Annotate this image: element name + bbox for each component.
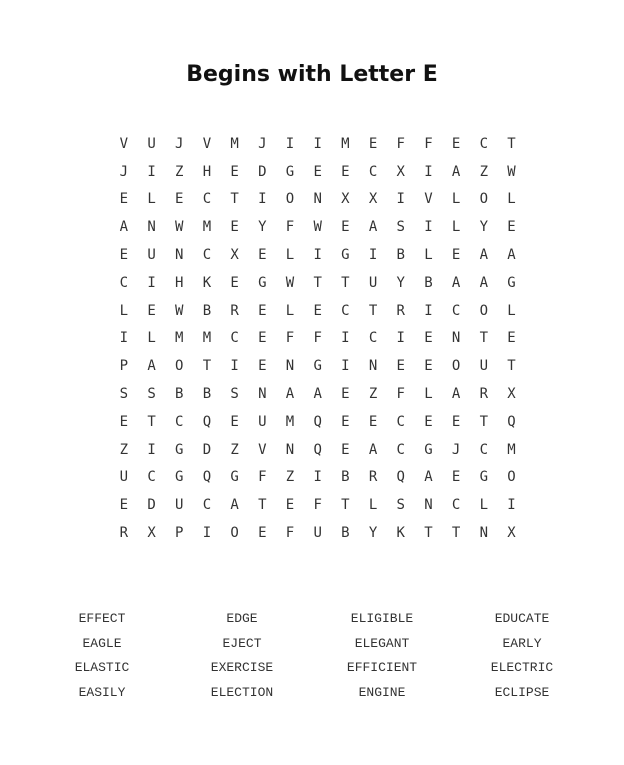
- grid-cell: F: [258, 469, 267, 486]
- grid-cell: V: [258, 441, 267, 458]
- grid-cell: Q: [313, 413, 322, 430]
- grid-cell: I: [147, 274, 156, 291]
- grid-cell: F: [285, 330, 295, 347]
- grid-cell: S: [396, 497, 405, 514]
- grid-cell: A: [451, 163, 461, 180]
- grid-cell: F: [285, 525, 295, 542]
- grid-cell: A: [479, 247, 488, 264]
- grid-cell: E: [258, 302, 267, 319]
- grid-cell: E: [451, 469, 461, 486]
- grid-cell: L: [451, 191, 461, 208]
- grid-cell: E: [230, 163, 239, 180]
- grid-cell: B: [341, 469, 350, 486]
- grid-row: [110, 241, 525, 269]
- grid-cell: D: [202, 441, 212, 458]
- grid-cell: N: [313, 191, 322, 208]
- grid-cell: C: [451, 497, 461, 514]
- grid-cell: E: [424, 358, 433, 375]
- page-title: Begins with Letter E: [186, 62, 438, 87]
- grid-cell: F: [396, 135, 405, 152]
- grid-row: [110, 464, 525, 492]
- grid-cell: C: [202, 497, 212, 514]
- grid-cell: U: [147, 247, 156, 264]
- grid-cell: E: [258, 330, 267, 347]
- grid-cell: Y: [368, 525, 378, 542]
- grid-cell: F: [313, 497, 322, 514]
- grid-cell: K: [202, 274, 212, 291]
- word-list-item: ECLIPSE: [494, 684, 550, 700]
- grid-cell: N: [147, 219, 156, 236]
- grid-cell: R: [368, 469, 378, 486]
- grid-row: [110, 158, 525, 186]
- grid-cell: O: [230, 525, 239, 542]
- grid-cell: B: [202, 302, 212, 319]
- grid-cell: W: [507, 163, 516, 180]
- grid-cell: E: [258, 358, 267, 375]
- grid-cell: N: [285, 358, 295, 375]
- word-list-item: ELECTION: [210, 684, 274, 700]
- grid-cell: Z: [285, 469, 295, 486]
- grid-row: [110, 186, 525, 214]
- grid-cell: G: [175, 469, 184, 486]
- grid-cell: I: [147, 163, 156, 180]
- grid-cell: Q: [507, 413, 516, 430]
- grid-cell: I: [341, 358, 350, 375]
- grid-cell: A: [451, 274, 461, 291]
- grid-cell: O: [507, 469, 516, 486]
- grid-cell: L: [424, 247, 433, 264]
- grid-cell: Y: [258, 219, 267, 236]
- grid-cell: Y: [479, 219, 488, 236]
- grid-cell: F: [396, 386, 405, 403]
- grid-cell: E: [424, 330, 433, 347]
- grid-cell: O: [451, 358, 461, 375]
- grid-cell: E: [119, 191, 129, 208]
- grid-cell: O: [285, 191, 295, 208]
- grid-cell: E: [424, 413, 433, 430]
- grid-cell: G: [341, 247, 350, 264]
- grid-cell: E: [230, 274, 239, 291]
- grid-cell: I: [119, 330, 129, 347]
- word-list-item: ELEGANT: [354, 635, 410, 651]
- word-list-item: ELECTRIC: [490, 660, 554, 676]
- grid-cell: C: [175, 413, 184, 430]
- grid-cell: I: [368, 247, 378, 264]
- grid-cell: Z: [119, 441, 129, 458]
- grid-cell: G: [313, 358, 322, 375]
- grid-row: [110, 297, 525, 325]
- grid-row: [110, 380, 525, 408]
- grid-cell: E: [341, 441, 350, 458]
- grid-cell: I: [424, 163, 433, 180]
- grid-cell: L: [507, 191, 516, 208]
- grid-cell: E: [119, 247, 129, 264]
- grid-cell: T: [507, 358, 516, 375]
- grid-cell: D: [147, 497, 156, 514]
- grid-cell: N: [285, 441, 295, 458]
- grid-cell: T: [313, 274, 322, 291]
- grid-cell: U: [119, 469, 129, 486]
- grid-cell: B: [341, 525, 350, 542]
- grid-row: [110, 408, 525, 436]
- grid-cell: W: [175, 219, 184, 236]
- grid-cell: E: [341, 163, 350, 180]
- word-list-item: EJECT: [222, 635, 262, 651]
- grid-cell: W: [313, 219, 322, 236]
- grid-row: [110, 325, 525, 353]
- grid-cell: N: [479, 525, 488, 542]
- grid-cell: G: [507, 274, 516, 291]
- grid-cell: T: [147, 413, 156, 430]
- grid-cell: C: [230, 330, 239, 347]
- grid-cell: X: [230, 247, 239, 264]
- grid-cell: G: [424, 441, 433, 458]
- word-list-item: ENGINE: [358, 684, 406, 700]
- grid-cell: L: [479, 497, 488, 514]
- grid-cell: I: [313, 247, 322, 264]
- grid-cell: V: [119, 135, 129, 152]
- grid-cell: C: [479, 441, 488, 458]
- grid-cell: E: [368, 135, 378, 152]
- grid-cell: F: [424, 135, 433, 152]
- grid-cell: M: [202, 219, 212, 236]
- grid-cell: E: [341, 413, 350, 430]
- grid-cell: L: [119, 302, 129, 319]
- grid-cell: W: [175, 302, 184, 319]
- grid-cell: M: [507, 441, 516, 458]
- grid-cell: T: [479, 330, 488, 347]
- grid-cell: T: [341, 497, 350, 514]
- grid-cell: X: [341, 191, 350, 208]
- word-list-item: EFFECT: [78, 611, 126, 626]
- grid-cell: G: [258, 274, 267, 291]
- grid-cell: W: [285, 274, 295, 291]
- grid-cell: R: [396, 302, 405, 319]
- grid-cell: E: [258, 525, 267, 542]
- grid-cell: E: [147, 302, 156, 319]
- grid-cell: N: [368, 358, 378, 375]
- grid-cell: S: [119, 386, 129, 403]
- word-list-item: ELIGIBLE: [350, 611, 414, 626]
- grid-row: [110, 519, 525, 547]
- grid-cell: C: [396, 441, 405, 458]
- grid-cell: T: [341, 274, 350, 291]
- grid-cell: R: [119, 525, 129, 542]
- grid-cell: R: [230, 302, 239, 319]
- word-list-item: EAGLE: [82, 635, 122, 651]
- grid-cell: T: [507, 135, 516, 152]
- word-list-item: ELASTIC: [74, 660, 130, 676]
- grid-cell: Q: [396, 469, 405, 486]
- grid-cell: X: [368, 191, 378, 208]
- grid-cell: G: [230, 469, 239, 486]
- grid-cell: Z: [230, 441, 239, 458]
- grid-cell: M: [230, 135, 239, 152]
- grid-cell: E: [507, 330, 516, 347]
- grid-cell: T: [451, 525, 461, 542]
- grid-cell: Y: [396, 274, 405, 291]
- grid-cell: E: [230, 413, 239, 430]
- grid-cell: L: [285, 302, 295, 319]
- grid-cell: T: [368, 302, 378, 319]
- grid-cell: E: [341, 386, 350, 403]
- grid-cell: G: [479, 469, 488, 486]
- grid-cell: E: [507, 219, 516, 236]
- grid-cell: U: [313, 525, 322, 542]
- grid-cell: G: [175, 441, 184, 458]
- grid-cell: E: [451, 413, 461, 430]
- grid-cell: E: [396, 358, 405, 375]
- grid-cell: O: [479, 302, 488, 319]
- grid-cell: Z: [479, 163, 488, 180]
- word-list-item: EDGE: [226, 611, 258, 626]
- grid-cell: M: [341, 135, 350, 152]
- grid-cell: P: [175, 525, 184, 542]
- grid-cell: E: [175, 191, 184, 208]
- grid-cell: B: [175, 386, 184, 403]
- grid-cell: I: [285, 135, 295, 152]
- grid-cell: D: [258, 163, 267, 180]
- grid-cell: H: [175, 274, 184, 291]
- grid-cell: A: [313, 386, 322, 403]
- grid-cell: I: [424, 302, 433, 319]
- grid-cell: O: [175, 358, 184, 375]
- grid-cell: C: [202, 191, 212, 208]
- grid-cell: L: [368, 497, 378, 514]
- grid-cell: U: [368, 274, 378, 291]
- grid-cell: U: [175, 497, 184, 514]
- grid-cell: I: [230, 358, 239, 375]
- grid-cell: L: [424, 386, 433, 403]
- grid-cell: Z: [368, 386, 378, 403]
- grid-cell: I: [341, 330, 350, 347]
- grid-cell: X: [507, 386, 516, 403]
- grid-cell: F: [313, 330, 322, 347]
- grid-cell: U: [258, 413, 267, 430]
- grid-cell: C: [396, 413, 405, 430]
- grid-cell: L: [285, 247, 295, 264]
- letter-grid: [110, 130, 525, 547]
- grid-cell: E: [119, 413, 129, 430]
- grid-cell: T: [202, 358, 212, 375]
- grid-cell: T: [230, 191, 239, 208]
- grid-cell: E: [451, 135, 461, 152]
- word-list-item: EDUCATE: [494, 611, 550, 626]
- word-list-item: EARLY: [502, 635, 542, 651]
- grid-cell: K: [396, 525, 405, 542]
- grid-cell: U: [479, 358, 488, 375]
- grid-cell: G: [285, 163, 295, 180]
- grid-cell: I: [202, 525, 212, 542]
- grid-cell: E: [341, 219, 350, 236]
- grid-cell: J: [175, 135, 184, 152]
- grid-cell: Q: [202, 413, 212, 430]
- grid-cell: F: [285, 219, 295, 236]
- grid-cell: E: [230, 219, 239, 236]
- grid-cell: O: [479, 191, 488, 208]
- grid-cell: S: [396, 219, 405, 236]
- grid-cell: Q: [313, 441, 322, 458]
- word-list-item: EXERCISE: [210, 660, 274, 676]
- grid-cell: X: [507, 525, 516, 542]
- grid-cell: T: [424, 525, 433, 542]
- grid-cell: A: [368, 219, 378, 236]
- grid-cell: J: [119, 163, 129, 180]
- grid-cell: E: [313, 163, 322, 180]
- grid-row: [110, 213, 525, 241]
- grid-cell: A: [451, 386, 461, 403]
- grid-cell: C: [341, 302, 350, 319]
- grid-cell: S: [147, 386, 156, 403]
- grid-cell: T: [479, 413, 488, 430]
- grid-row: [110, 436, 525, 464]
- grid-cell: C: [451, 302, 461, 319]
- grid-cell: L: [147, 330, 156, 347]
- grid-cell: B: [424, 274, 433, 291]
- word-list-item: EASILY: [78, 684, 126, 700]
- grid-cell: I: [396, 191, 405, 208]
- word-list: [32, 607, 592, 705]
- grid-cell: V: [202, 135, 212, 152]
- grid-cell: I: [313, 469, 322, 486]
- grid-cell: I: [424, 219, 433, 236]
- grid-cell: T: [258, 497, 267, 514]
- grid-row: [110, 352, 525, 380]
- grid-cell: N: [175, 247, 184, 264]
- grid-cell: A: [507, 247, 516, 264]
- grid-cell: L: [507, 302, 516, 319]
- grid-cell: L: [451, 219, 461, 236]
- grid-cell: C: [202, 247, 212, 264]
- grid-cell: A: [479, 274, 488, 291]
- grid-cell: M: [202, 330, 212, 347]
- grid-cell: N: [258, 386, 267, 403]
- grid-cell: J: [451, 441, 461, 458]
- grid-cell: E: [313, 302, 322, 319]
- grid-row: [110, 130, 525, 158]
- grid-cell: V: [424, 191, 433, 208]
- grid-cell: R: [479, 386, 488, 403]
- grid-cell: I: [507, 497, 516, 514]
- grid-cell: C: [479, 135, 488, 152]
- grid-cell: A: [230, 497, 239, 514]
- grid-cell: M: [285, 413, 295, 430]
- grid-cell: P: [119, 358, 129, 375]
- grid-cell: E: [119, 497, 129, 514]
- grid-cell: X: [147, 525, 156, 542]
- grid-cell: Q: [202, 469, 212, 486]
- grid-cell: E: [258, 247, 267, 264]
- grid-cell: A: [368, 441, 378, 458]
- grid-cell: A: [119, 219, 129, 236]
- grid-cell: E: [285, 497, 295, 514]
- grid-cell: J: [258, 135, 267, 152]
- grid-row: [110, 269, 525, 297]
- grid-cell: L: [147, 191, 156, 208]
- grid-cell: A: [424, 469, 433, 486]
- grid-cell: M: [175, 330, 184, 347]
- grid-cell: B: [396, 247, 405, 264]
- grid-cell: N: [424, 497, 433, 514]
- grid-cell: Z: [175, 163, 184, 180]
- grid-cell: C: [368, 330, 378, 347]
- grid-cell: I: [396, 330, 405, 347]
- grid-cell: U: [147, 135, 156, 152]
- grid-cell: A: [285, 386, 295, 403]
- grid-cell: X: [396, 163, 405, 180]
- grid-row: [110, 491, 525, 519]
- grid-cell: I: [147, 441, 156, 458]
- grid-cell: S: [230, 386, 239, 403]
- grid-cell: C: [119, 274, 129, 291]
- grid-cell: E: [368, 413, 378, 430]
- grid-cell: C: [368, 163, 378, 180]
- grid-cell: I: [258, 191, 267, 208]
- grid-cell: N: [451, 330, 461, 347]
- grid-cell: E: [451, 247, 461, 264]
- grid-cell: B: [202, 386, 212, 403]
- word-list-item: EFFICIENT: [346, 660, 418, 676]
- grid-cell: C: [147, 469, 156, 486]
- grid-cell: A: [147, 358, 156, 375]
- grid-cell: I: [313, 135, 322, 152]
- grid-cell: H: [202, 163, 212, 180]
